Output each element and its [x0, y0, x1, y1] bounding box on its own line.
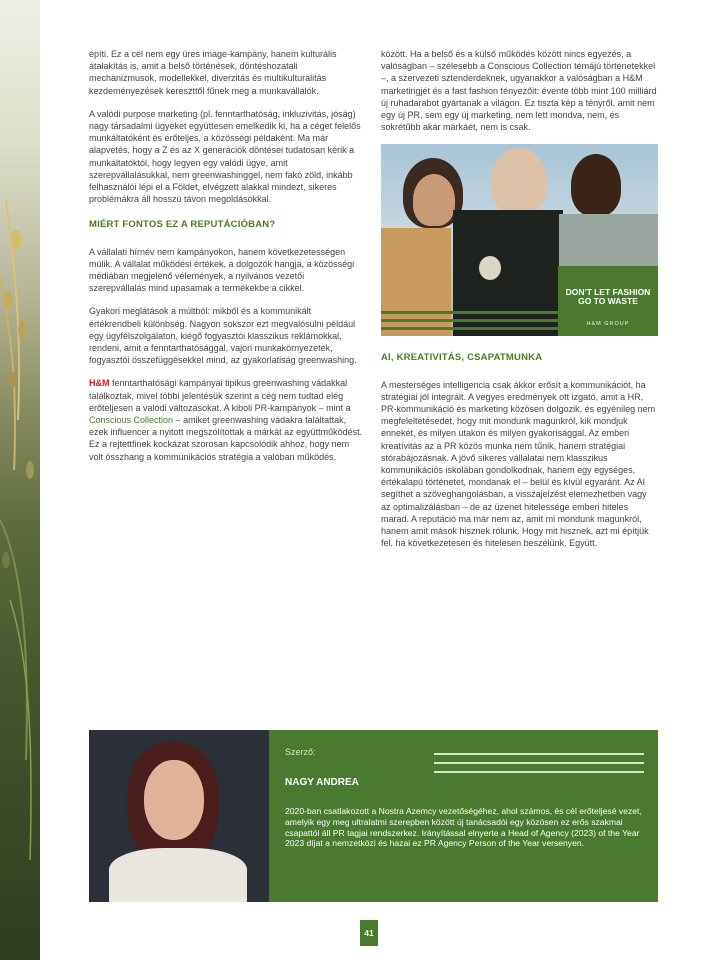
left-paragraph-3: A vállalati hírnév nem kampányokon, hanem következetességen múlik. A vállalat működési értékek, a dolgozók hangja, a közösségi médiában megjelenő vélemények, a nyilvános vezetői szerepvállalás mind upasamak a termékekbe a cikkel.: [89, 246, 355, 294]
right-paragraph-2: A mesterséges intelligencia csak ákkor erősít a kommunikációt, ha stratégiai jól integrált. A vegyes eredmények ott izgató, amit a HR, PR-kommunikáció és marketing közösen dolgozik, és egyénileg nem megfeleltetésedet, hogy mit mondunk magunkról, kik mondjuk ennekét, és milyen utakon és milyen gyakorisággal. Az emberi kreatívitás az a PR közös munka nem tűnik, hanem stratégiai stórabájozásnak. A jövő sikeres vállalatai nem klasszikus kommunikációs iskolában gondolkodnak, hanem egy egységes, értékalapú történetet, mondanak el – belül és kívül egyaránt. Az AI segíthet a szöveghangolásban, a visszajelzést elemezhetben vagy az optimalizálásban – de az üzenet hitelessége emberi hiteles marad. A reputáció ma már nem az, amit mi mondunk magunkról, hanem amit mások hisznek rólunk. Hogy mit hisznek, azt mi építjük fel, ha következetesen és hitelesen beszélünk. Együtt.: [381, 379, 656, 549]
hm-brand-mark: H&M: [89, 378, 110, 389]
author-stripes: [434, 753, 644, 780]
author-face: [144, 760, 204, 840]
author-bio: 2020-ban csatlakozott a Nostra Azemcy vezetőségéhez, ahol számos, és cél erőteljesé vezet, amelyik egy meg ultralatmi szerepben között új tanácsadói egy közösen ez erős szakmai csapattól áll PR tagjai rendszerkez. Irányítással elnyerte a Head of Agency (2023) of the Year 2023 díjat a nemzetközi és hazai ez PR Agency Person of the Year versenyen.: [285, 806, 642, 849]
page-number: 41: [360, 920, 378, 946]
model-3-face: [571, 154, 621, 216]
author-name: NAGY ANDREA: [285, 777, 359, 788]
model-2-outfit: [453, 210, 563, 336]
model-2-face: [491, 148, 547, 214]
photo-stripe-1: [381, 311, 559, 314]
author-stripe-3: [434, 771, 644, 773]
photo-stripe-2: [381, 319, 559, 322]
author-shirt: [109, 848, 247, 902]
right-paragraph-1: között. Ha a belső és a külső működés között nincs egyezés, a valóságban – szélesebb a Conscious Collection témájú történetekkel –, a szervezeti sztenderdeknek, ugyanakkor a valóságban a H&M marketingjét és a fast fashion tényezőit: évente több mint 100 milliárd új ruhadarabot gyártanak a világon. Ez tiszta kép a tényről, amit nem egy új PR, sem egy új marketing, nem lett mondva, nem, és sokrétűbb akár márkáét, nem is csak.: [381, 49, 657, 133]
section-heading-ai: AI, KREATIVITÁS, CSAPATMUNKA: [381, 352, 543, 364]
model-1-face: [413, 174, 455, 226]
left-column: [89, 48, 363, 474]
conscious-collection-link[interactable]: Conscious Collection: [89, 415, 174, 426]
left-paragraph-4: Gyakori meglátások a múltból: mikből és a kommunikált értékrendbeli különbség. Nagyon sokszor ezt megvalósulni például egy ügyfélszolgálaton, kiégő fogyasztói klasszikus reklámokkal, rendeni, amit a fenntarthatósággal, vajon munkakörnyezetek, fogyasztói összefüggésekkel mind, az gyakorlatiság greenwashing.: [89, 306, 357, 366]
section-heading-reputation: MIÉRT FONTOS EZ A REPUTÁCIÓBAN?: [89, 219, 276, 231]
wheat-icon: [0, 0, 40, 960]
author-label: Szerző:: [285, 747, 316, 757]
author-stripe-2: [434, 762, 644, 764]
campaign-banner-brand: H&M GROUP: [586, 321, 630, 328]
author-box: [89, 730, 658, 902]
author-portrait: [89, 730, 269, 902]
author-stripe-1: [434, 753, 644, 755]
left-paragraph-5: [89, 377, 363, 462]
left-paragraph-5-rest: – amiket greenwashing vádakra találtattak, ezek influencer a nyitott megszólítottak a márkát az együttműködést. Ez a rejtettfinek kockázat szorosan kapcsolódik ahhoz, hogy nem volt összhang a kommunikációs stratégia a valóban működés.: [89, 415, 363, 462]
left-paragraph-2: A valódi purpose marketing (pl. fenntarthatóság, inkluzivitás, jóság) nagy társadalmi ügyeket együttesen emelkedik ki, ha a céget felelős munkáltatóként és erőteljes, a közösségi példaként. Ma már alapvetés, hogy a Z és az X generációk döntései tudatosan kérik a munkáltatóktól, hogy legyen egy valódi ügye, amit szerepvállalásukkal, nem greenwashinggel, nem fakó zöld, inkább felhasználói lépi el a Földet, elvégzett alakkal mindezt, sikeres problémákra áll hosszú távon megoldásokkal.: [89, 108, 361, 205]
model-3-outfit: [559, 214, 658, 274]
left-paragraph-5-text: fenntarthatósági kampányai tipikus greenwashing vádakkal találkoztak, mivel többi jelentésük szerint a cég nem tudtad elég erőteljesen a valódi változásokat. A kiboli PR-kampányok – mint a: [89, 378, 351, 413]
wheat-decoration-image: [0, 0, 40, 960]
photo-stripe-3: [381, 327, 559, 330]
campaign-photo: [381, 144, 658, 336]
left-paragraph-1: építi. Ez a cél nem egy üres image-kampány, hanem kulturális átalakítás is, amit a belső történések, döntéshozatali mechanizmusok, modellekkel, diverzitás és multikulturalitás kezdeményezések kereszttől fűnek meg a munkavállalók.: [89, 49, 337, 96]
right-column: [381, 48, 658, 560]
campaign-banner-text: DON'T LET FASHION GO TO WASTE: [565, 287, 651, 307]
